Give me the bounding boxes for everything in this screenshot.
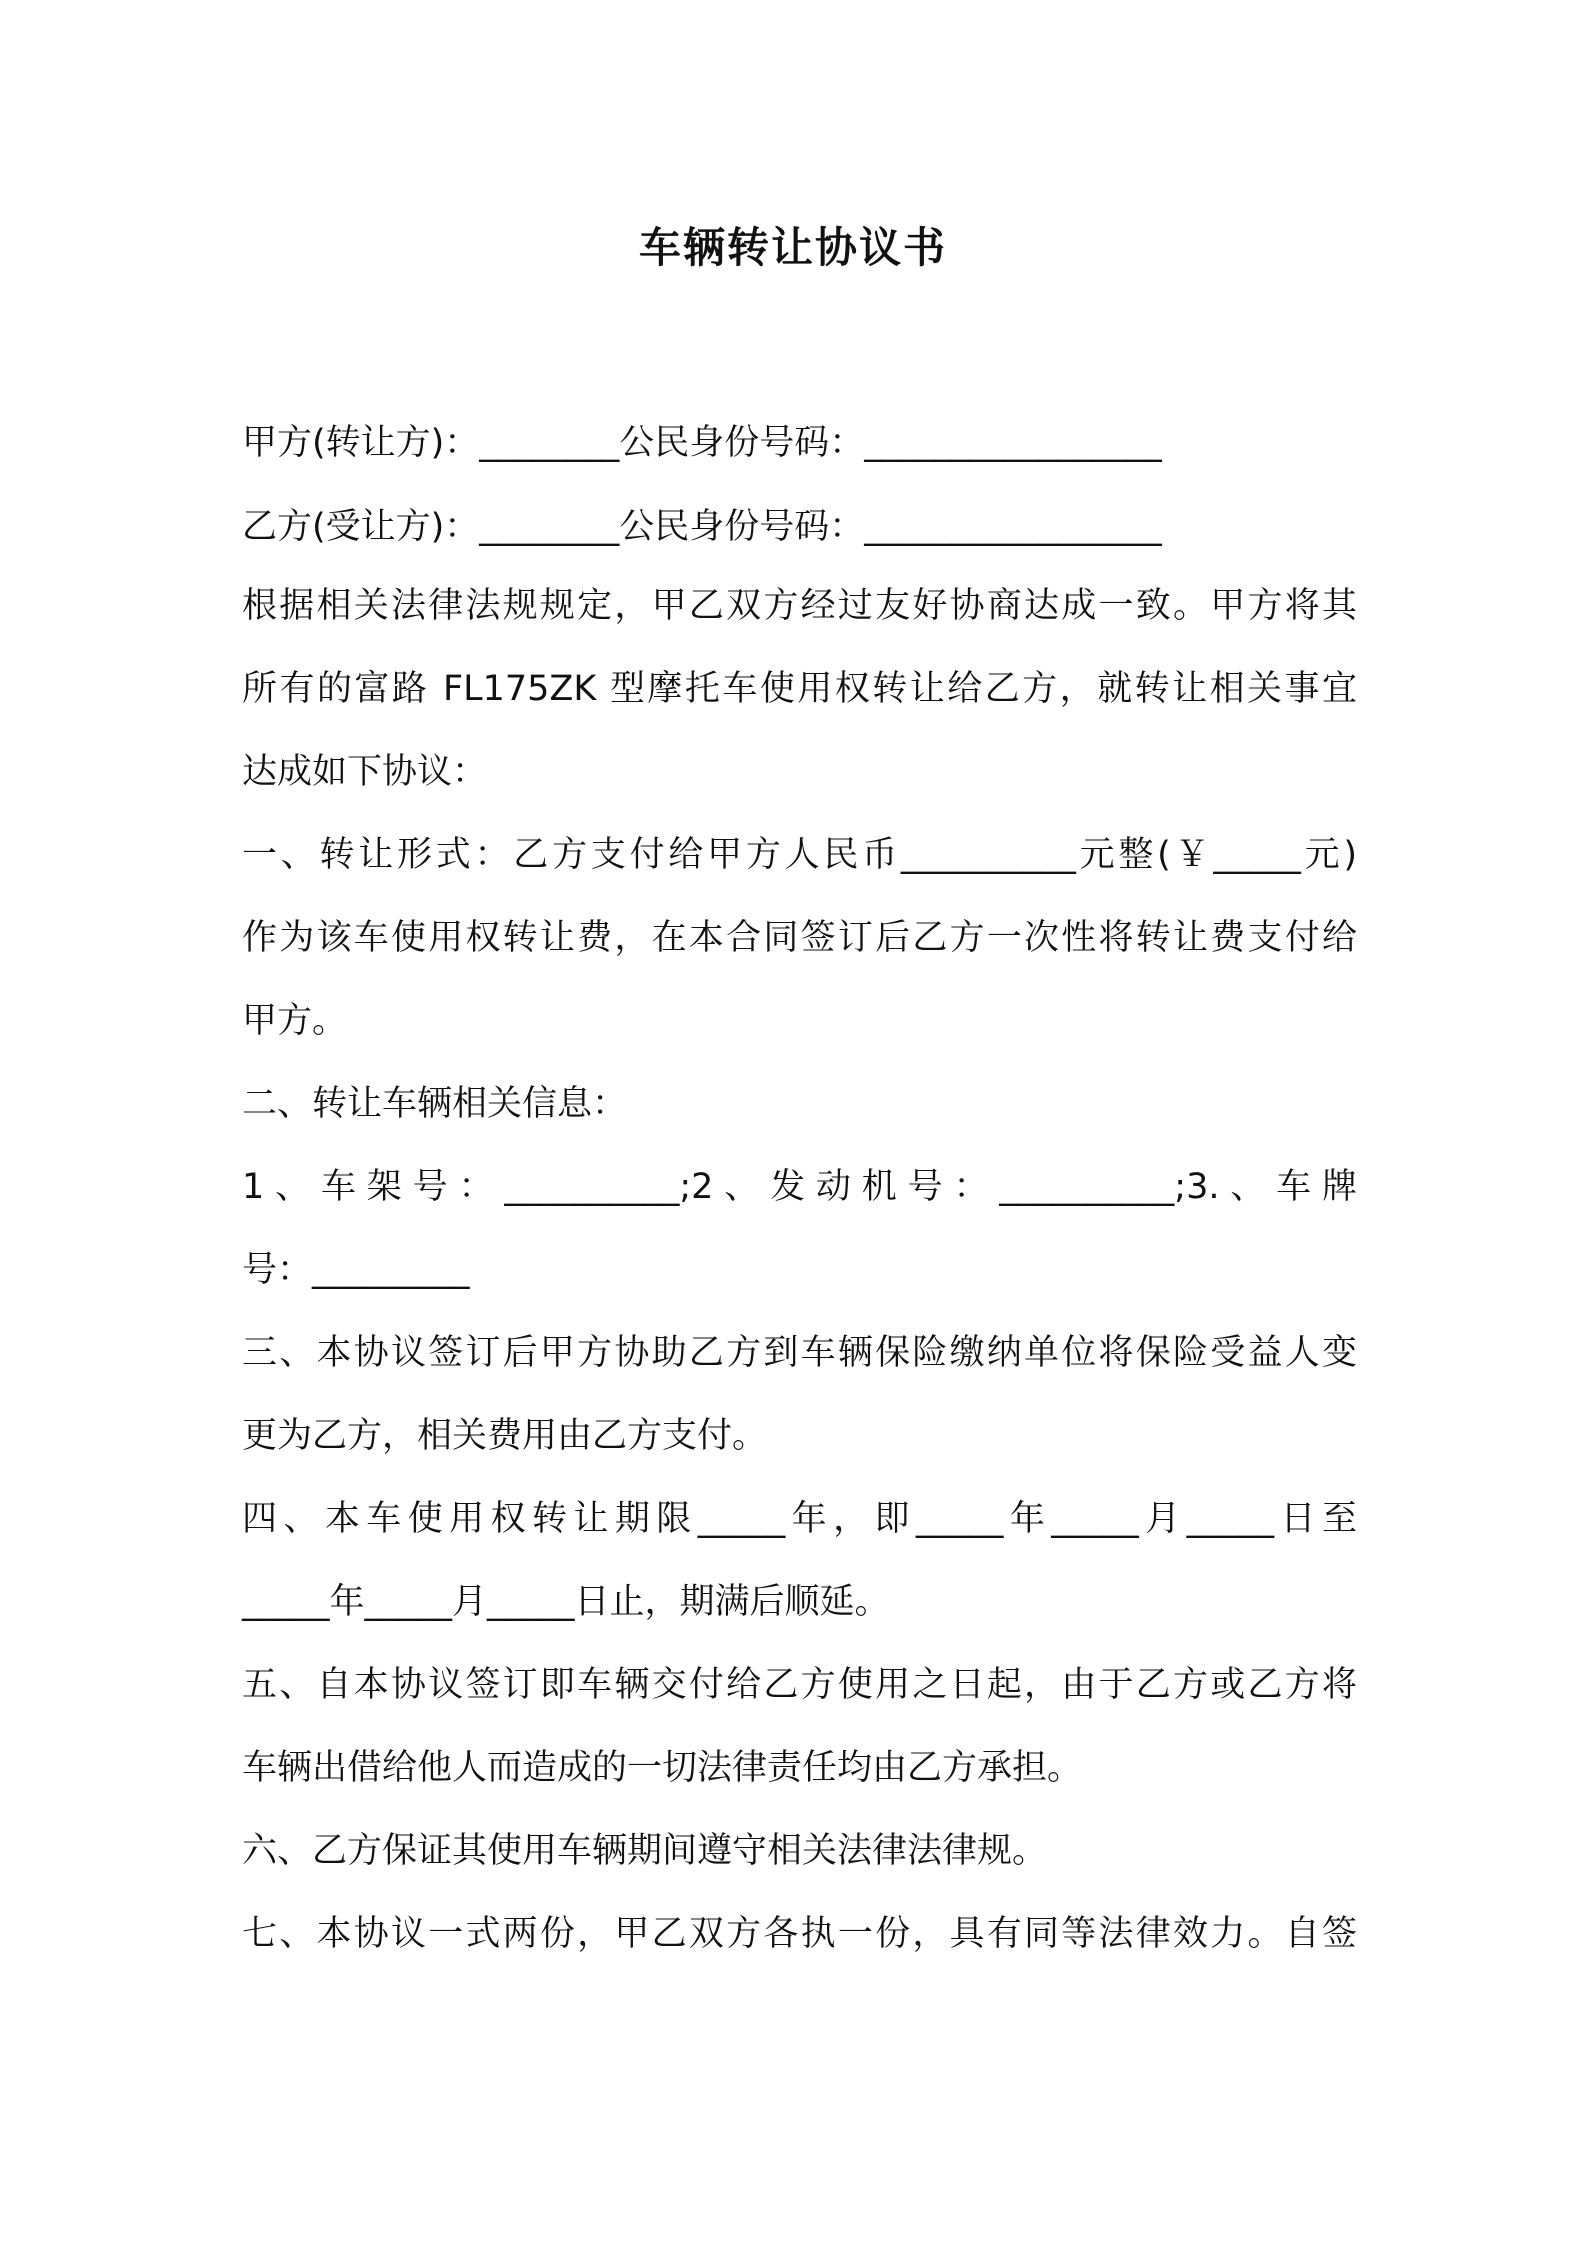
clause-1-line: 作为该车使用权转让费，在本合同签订后乙方一次性将转让费支付给	[242, 918, 1357, 958]
clause-6-line: 六、乙方保证其使用车辆期间遵守相关法律法律规。	[242, 1831, 1048, 1871]
clause-1-line: 甲方。	[242, 1001, 348, 1041]
clause-1-line: 一、转让形式：乙方支付给甲方人民币__________元整(￥_____元)	[242, 835, 1357, 875]
clause-4-line: _____年_____月_____日止，期满后顺延。	[242, 1582, 890, 1622]
clause-2-line: 号：_________	[242, 1250, 470, 1290]
paragraph-line: 达成如下协议：	[242, 752, 488, 792]
clause-4-line: 四、本车使用权转让期限_____年，即_____年_____月_____日至	[242, 1499, 1357, 1539]
paragraph-line: 根据相关法律法规规定，甲乙双方经过友好协商达成一致。甲方将其	[242, 586, 1357, 626]
clause-2-line: 1、车架号：__________;2、发动机号：__________;3.、车牌	[242, 1167, 1357, 1207]
clause-3-line: 更为乙方，相关费用由乙方支付。	[242, 1416, 768, 1456]
document-title: 车辆转让协议书	[638, 223, 947, 272]
clause-5-line: 五、自本协议签订即车辆交付给乙方使用之日起，由于乙方或乙方将	[242, 1665, 1357, 1705]
party-a-line: 甲方(转让方)：________公民身份号码：_________________	[242, 423, 1162, 463]
clause-7-line: 七、本协议一式两份，甲乙双方各执一份，具有同等法律效力。自签	[242, 1914, 1357, 1954]
paragraph-line: 所有的富路 FL175ZK 型摩托车使用权转让给乙方，就转让相关事宜	[242, 669, 1357, 709]
clause-2-heading: 二、转让车辆相关信息：	[242, 1084, 628, 1124]
clause-3-line: 三、本协议签订后甲方协助乙方到车辆保险缴纳单位将保险受益人变	[242, 1333, 1357, 1373]
party-b-line: 乙方(受让方)：________公民身份号码：_________________	[242, 507, 1162, 547]
clause-5-line: 车辆出借给他人而造成的一切法律责任均由乙方承担。	[242, 1748, 1083, 1788]
